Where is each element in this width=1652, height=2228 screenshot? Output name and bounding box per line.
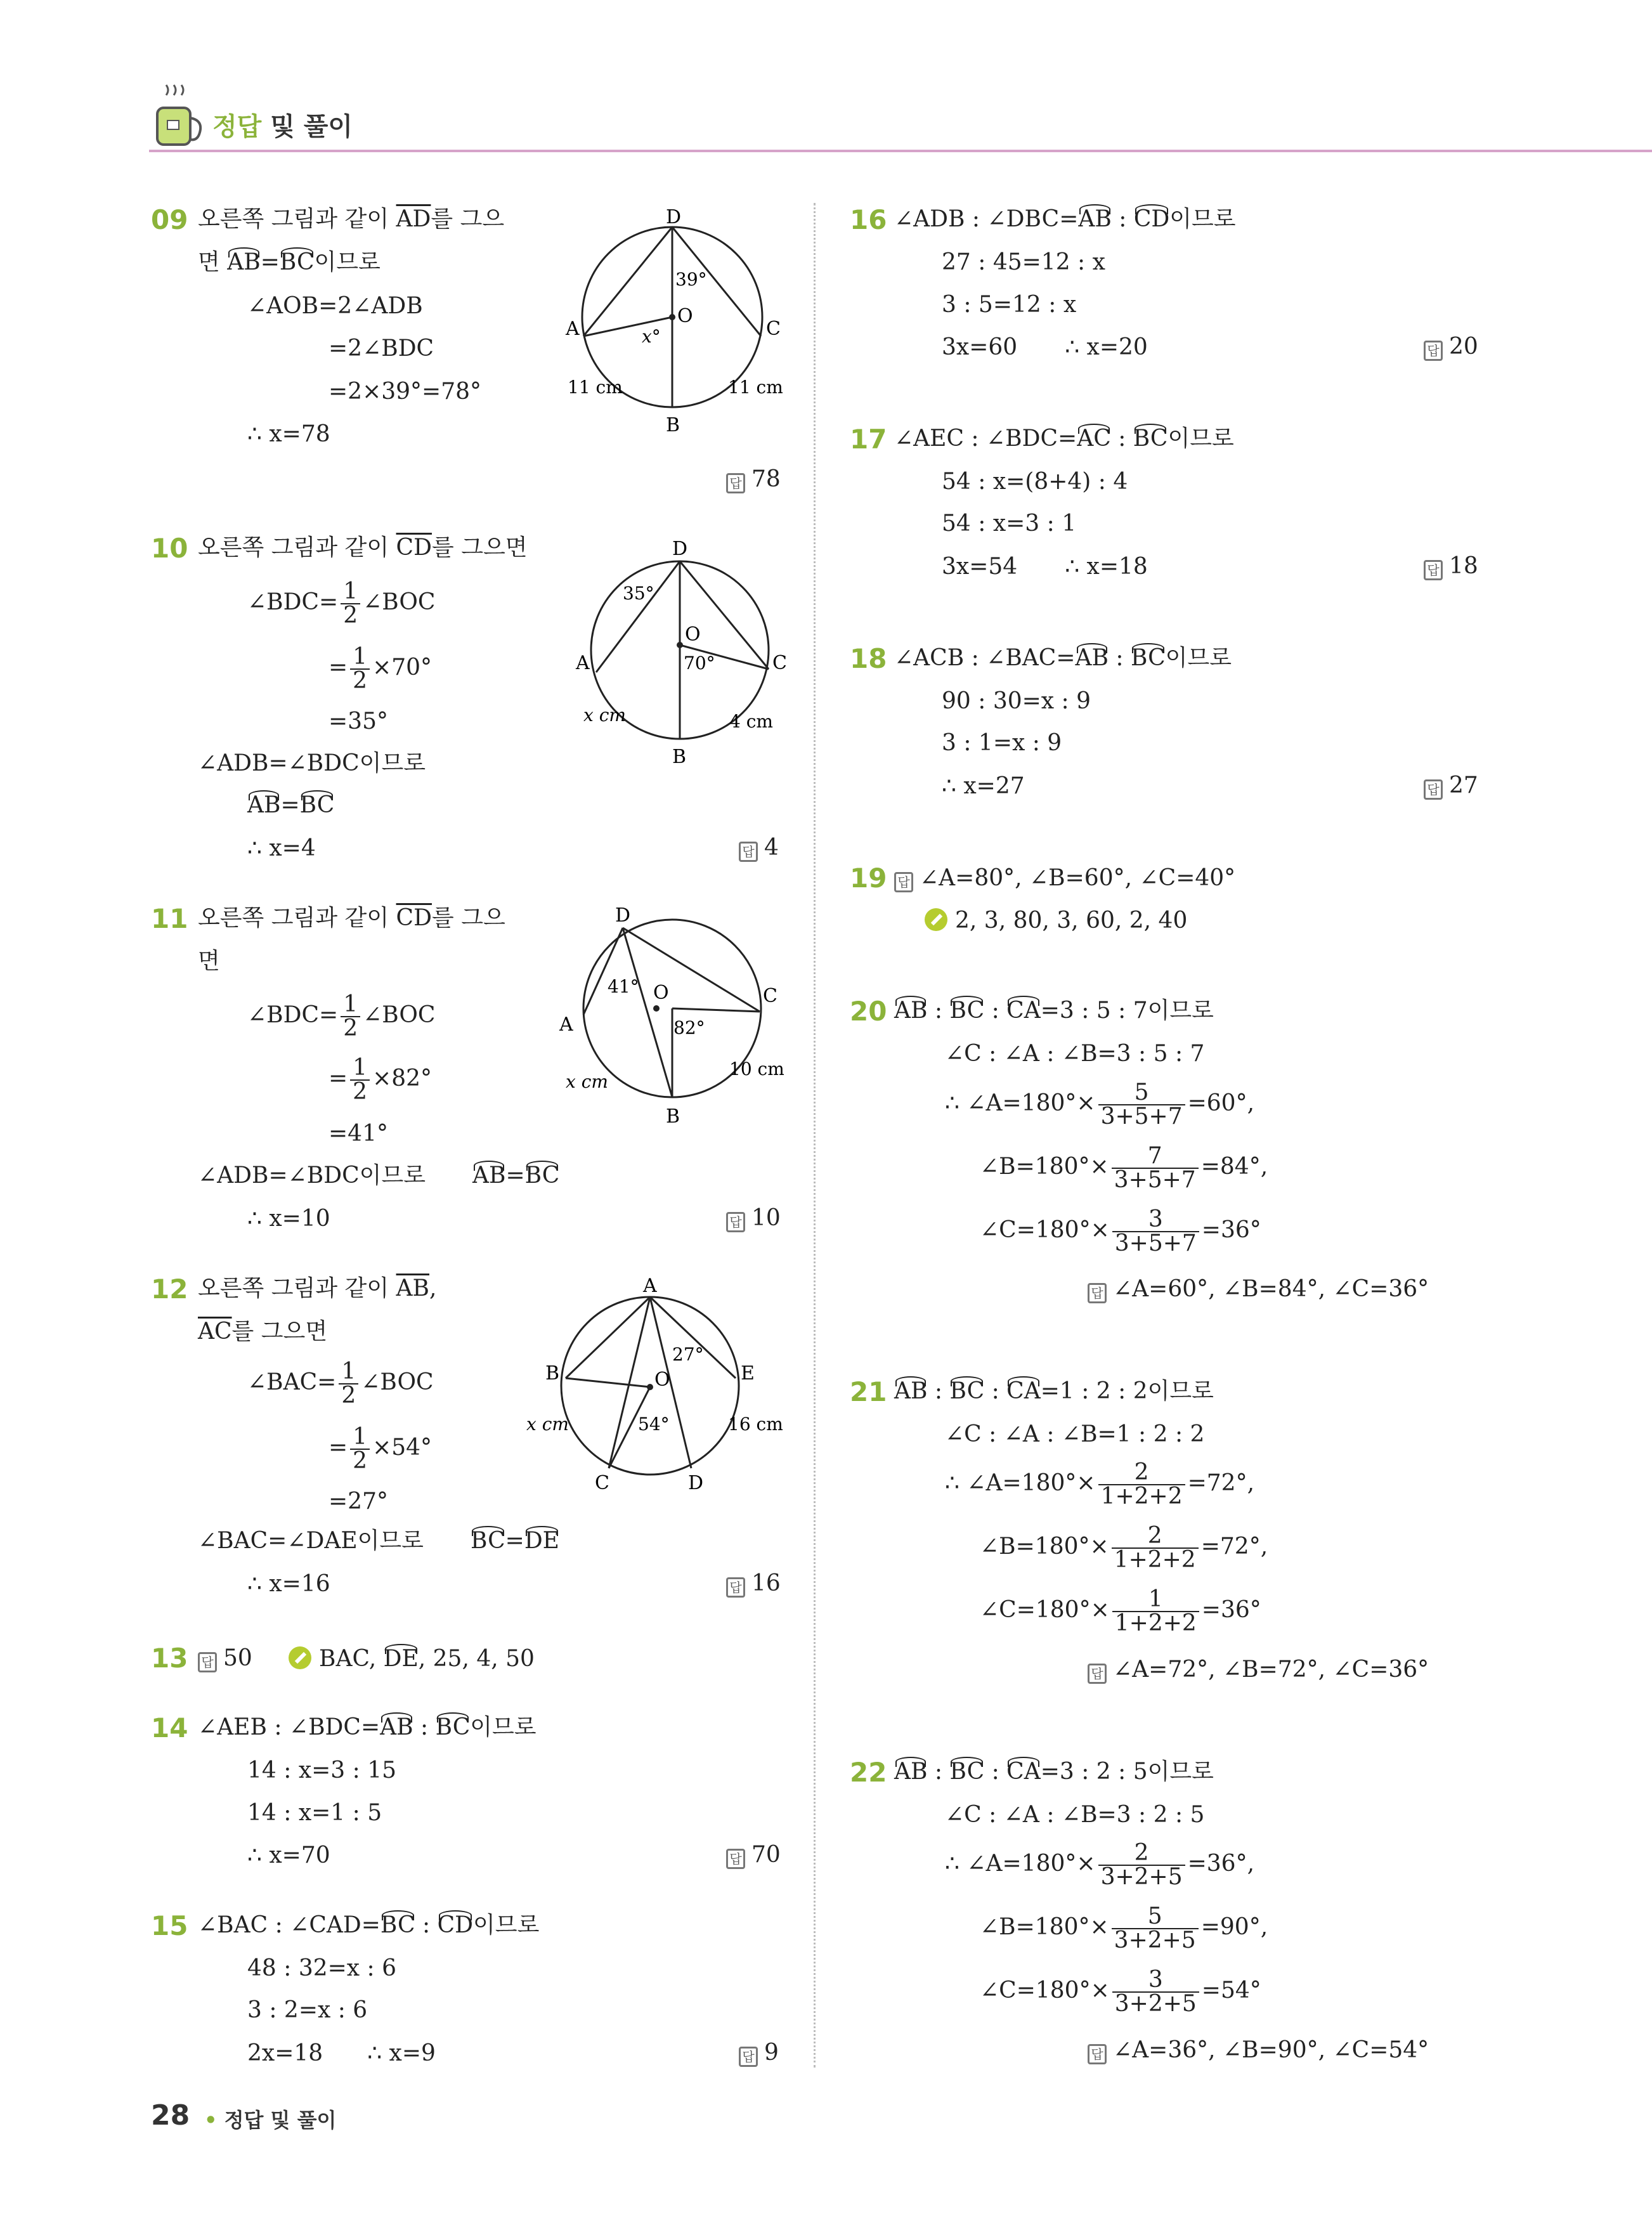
solution-line: ∠B=180°× $\frac{5}{3+2+5}$ =90°, xyxy=(980,1903,1268,1953)
point-label: A xyxy=(576,652,590,674)
solution-line: 면 xyxy=(198,948,220,974)
answer-icon: 답 xyxy=(1424,779,1443,800)
problem-number: 22 xyxy=(850,1757,887,1788)
solution-line: =27° xyxy=(328,1489,388,1515)
solution-line: 48 : 32=x : 6 xyxy=(247,1955,397,1981)
problem-number: 13 xyxy=(151,1643,188,1674)
solution-line: 면 AB=BC이므로 xyxy=(198,249,380,275)
footer-label: • 정답 및 풀이 xyxy=(204,2108,337,2132)
answer-badge: 답 ∠A=36°, ∠B=90°, ∠C=54° xyxy=(1088,2037,1429,2064)
solution-line: 90 : 30=x : 9 xyxy=(942,688,1091,714)
solution-line: ∴ ∠A=180°× $\frac{5}{3+5+7}$ =60°, xyxy=(945,1079,1255,1130)
angle-label: 70° xyxy=(684,653,715,674)
answer-badge: 답 50 xyxy=(198,1645,252,1672)
answer-icon: 답 xyxy=(1424,560,1443,580)
pencil-icon xyxy=(289,1646,311,1669)
solution-line: 오른쪽 그림과 같이 $\overline{AD}$를 그으 xyxy=(198,206,505,232)
solution-line: ∠BDC= $\frac{1}{2}$ ∠BOC xyxy=(247,578,436,629)
solution-line: ∠AEC : ∠BDC=AC : BC이므로 xyxy=(894,426,1234,452)
answer-icon: 답 xyxy=(1088,1664,1107,1684)
solution-line: 54 : x=3 : 1 xyxy=(942,511,1077,537)
solution-line: ∠ADB : ∠DBC=AB : CD이므로 xyxy=(894,206,1236,232)
answer-icon: 답 xyxy=(726,1212,745,1232)
point-label: O xyxy=(685,623,701,646)
problem-number: 20 xyxy=(850,996,887,1027)
solution-line: ∴ x=10 xyxy=(247,1206,330,1232)
solution-line: ∠C : ∠A : ∠B=3 : 2 : 5 xyxy=(945,1802,1205,1828)
answer-badge: 답 20 xyxy=(1424,334,1478,361)
solution-line: ∠ADB=∠BDC이므로 xyxy=(198,750,426,776)
solution-line: ∴ x=4 xyxy=(247,835,316,861)
problem-number: 17 xyxy=(850,424,887,455)
problem-number: 18 xyxy=(850,643,887,674)
solution-line: ∴ x=70 xyxy=(247,1842,330,1868)
angle-label: 39° xyxy=(675,269,707,290)
answer-icon: 답 xyxy=(1424,341,1443,361)
length-label: 11 cm xyxy=(568,377,623,398)
point-label: O xyxy=(677,305,693,327)
header-rule xyxy=(149,150,1652,152)
solution-line: ∠B=180°× $\frac{2}{1+2+2}$ =72°, xyxy=(980,1523,1268,1573)
point-label: D xyxy=(615,904,631,927)
solution-line: AB=BC xyxy=(247,792,335,818)
solution-line: =35° xyxy=(328,708,388,734)
solution-line: AB : BC : CA=3 : 5 : 7이므로 xyxy=(894,998,1214,1024)
answer-icon: 답 xyxy=(1088,1283,1107,1303)
length-label: 4 cm xyxy=(729,711,773,732)
point-label: A xyxy=(643,1278,657,1297)
solution-line: 14 : x=3 : 15 xyxy=(247,1757,397,1783)
solution-line: ∴ ∠A=180°× $\frac{2}{3+2+5}$ =36°, xyxy=(945,1840,1255,1890)
solution-line: ∠BAC=∠DAE이므로 BC=DE xyxy=(198,1528,559,1554)
answer-badge: 답 16 xyxy=(726,1570,781,1598)
answer-badge: 답 27 xyxy=(1424,772,1478,800)
point-label: C xyxy=(595,1472,609,1494)
answer-icon: 답 xyxy=(198,1652,217,1672)
page-header-title: 정답 및 풀이 xyxy=(212,112,353,141)
solution-line: ∠C=180°× $\frac{1}{1+2+2}$ =36° xyxy=(980,1586,1261,1636)
problem-number: 16 xyxy=(850,204,887,235)
solution-line: AB : BC : CA=1 : 2 : 2이므로 xyxy=(894,1378,1214,1404)
answer-icon: 답 xyxy=(726,473,745,493)
answer-badge: 답 ∠A=72°, ∠B=72°, ∠C=36° xyxy=(1088,1657,1429,1684)
point-label: B xyxy=(672,746,687,768)
answer-icon: 답 xyxy=(739,842,758,862)
page-number: 28 xyxy=(151,2099,190,2132)
point-label: D xyxy=(666,209,682,228)
hint-line: BAC, DE, 25, 4, 50 xyxy=(289,1646,535,1671)
solution-line: AB : BC : CA=3 : 2 : 5이므로 xyxy=(894,1759,1214,1785)
answer-icon: 답 xyxy=(739,2047,758,2067)
solution-line: $\overline{AC}$를 그으면 xyxy=(198,1319,328,1345)
point-label: B xyxy=(545,1362,560,1384)
solution-line: ∴ x=16 xyxy=(247,1571,330,1597)
answer-icon: 답 xyxy=(1088,2044,1107,2064)
solution-line: ∴ x=78 xyxy=(247,421,330,447)
point-label: C xyxy=(772,652,787,674)
solution-line: ∠C=180°× $\frac{3}{3+5+7}$ =36° xyxy=(980,1206,1261,1256)
answer-badge: 답 70 xyxy=(726,1842,781,1869)
answer-badge: 답 ∠A=60°, ∠B=84°, ∠C=36° xyxy=(1088,1276,1429,1303)
point-label: A xyxy=(566,318,580,340)
solution-line: ∠ACB : ∠BAC=AB : BC이므로 xyxy=(894,645,1232,671)
circle-diagram xyxy=(558,209,793,444)
length-label: 11 cm xyxy=(728,377,783,398)
solution-line: 오른쪽 그림과 같이 $\overline{AB}$, xyxy=(198,1275,437,1301)
point-label: D xyxy=(672,538,688,560)
solution-line: 3 : 2=x : 6 xyxy=(247,1997,368,2023)
solution-line: 오른쪽 그림과 같이 $\overline{CD}$를 그으 xyxy=(198,905,505,931)
solution-line: 14 : x=1 : 5 xyxy=(247,1800,382,1826)
length-label: x cm xyxy=(583,705,626,726)
problem-number: 11 xyxy=(151,903,188,934)
angle-label: 82° xyxy=(673,1017,705,1038)
solution-line: 3x=60 ∴ x=20 xyxy=(942,334,1148,360)
answer-badge: 답 9 xyxy=(739,2040,779,2067)
point-label: O xyxy=(654,1369,670,1391)
length-label: 16 cm xyxy=(728,1414,783,1435)
angle-label: 35° xyxy=(623,583,654,604)
point-label: B xyxy=(666,414,680,436)
solution-line: ∠C : ∠A : ∠B=1 : 2 : 2 xyxy=(945,1421,1205,1447)
solution-line: ∠BDC= $\frac{1}{2}$ ∠BOC xyxy=(247,991,436,1041)
solution-line: ∴ x=27 xyxy=(942,773,1025,799)
solution-line: 27 : 45=12 : x xyxy=(942,249,1105,275)
circle-diagram xyxy=(526,1278,793,1497)
solution-line: 3x=54 ∴ x=18 xyxy=(942,554,1148,580)
problem-number: 15 xyxy=(151,1910,188,1941)
problem-number: 14 xyxy=(151,1712,188,1743)
solution-line: = $\frac{1}{2}$ ×70° xyxy=(328,644,433,694)
solution-line: = $\frac{1}{2}$ ×54° xyxy=(328,1424,433,1474)
point-label: A xyxy=(559,1013,573,1036)
mug-icon xyxy=(157,85,200,145)
length-label: x cm xyxy=(566,1071,608,1092)
problem-number: 19 xyxy=(850,863,887,894)
answer-badge: 답 4 xyxy=(739,835,779,862)
circle-diagram xyxy=(552,904,793,1138)
solution-line: ∴ ∠A=180°× $\frac{2}{1+2+2}$ =72°, xyxy=(945,1459,1255,1509)
solution-line: ∠BAC : ∠CAD=BC : CD이므로 xyxy=(198,1912,540,1938)
solution-line: =2×39°=78° xyxy=(328,379,482,405)
solution-line: 54 : x=(8+4) : 4 xyxy=(942,469,1128,495)
solution-line: 3 : 5=12 : x xyxy=(942,292,1077,318)
solution-line: ∠C : ∠A : ∠B=3 : 5 : 7 xyxy=(945,1041,1205,1067)
solution-line: ∠B=180°× $\frac{7}{3+5+7}$ =84°, xyxy=(980,1143,1268,1193)
answer-icon: 답 xyxy=(726,1849,745,1869)
answer-badge: 답 10 xyxy=(726,1205,781,1232)
solution-line: ∠AOB=2∠ADB xyxy=(247,293,423,319)
length-label: x cm xyxy=(526,1414,569,1435)
point-label: D xyxy=(688,1472,704,1494)
solution-line: ∠ADB=∠BDC이므로 AB=BC xyxy=(198,1163,560,1189)
solution-line: ∠C=180°× $\frac{3}{3+2+5}$ =54° xyxy=(980,1967,1261,2017)
hint-line: 2, 3, 80, 3, 60, 2, 40 xyxy=(925,908,1187,932)
answer-badge: 답 18 xyxy=(1424,553,1478,580)
solution-line: ∠BAC= $\frac{1}{2}$ ∠BOC xyxy=(247,1358,434,1409)
problem-number: 21 xyxy=(850,1376,887,1407)
point-label: O xyxy=(653,982,669,1004)
angle-label: 27° xyxy=(672,1344,704,1365)
point-label: C xyxy=(763,985,777,1007)
solution-line: 오른쪽 그림과 같이 $\overline{CD}$를 그으면 xyxy=(198,535,528,561)
circle-diagram xyxy=(571,536,799,771)
answer-icon: 답 xyxy=(894,872,913,892)
answer-badge: 답 ∠A=80°, ∠B=60°, ∠C=40° xyxy=(894,865,1235,892)
answer-icon: 답 xyxy=(726,1577,745,1598)
solution-line: 3 : 1=x : 9 xyxy=(942,730,1062,756)
solution-line: 2x=18 ∴ x=9 xyxy=(247,2040,436,2066)
answer-badge: 답 78 xyxy=(726,466,781,493)
column-divider xyxy=(814,203,816,2068)
solution-line: =2∠BDC xyxy=(328,336,434,362)
angle-label: 41° xyxy=(608,976,639,997)
angle-label: 54° xyxy=(638,1414,670,1435)
point-label: E xyxy=(741,1362,755,1384)
angle-label: x° xyxy=(642,326,661,347)
solution-line: = $\frac{1}{2}$ ×82° xyxy=(328,1055,433,1105)
problem-number: 10 xyxy=(151,533,188,564)
problem-number: 12 xyxy=(151,1274,188,1305)
solution-line: ∠AEB : ∠BDC=AB : BC이므로 xyxy=(198,1714,537,1740)
solution-line: =41° xyxy=(328,1121,388,1147)
point-label: B xyxy=(666,1105,680,1128)
problem-number: 09 xyxy=(151,204,188,235)
point-label: C xyxy=(766,318,781,340)
pencil-icon xyxy=(925,908,947,931)
length-label: 10 cm xyxy=(729,1059,784,1079)
